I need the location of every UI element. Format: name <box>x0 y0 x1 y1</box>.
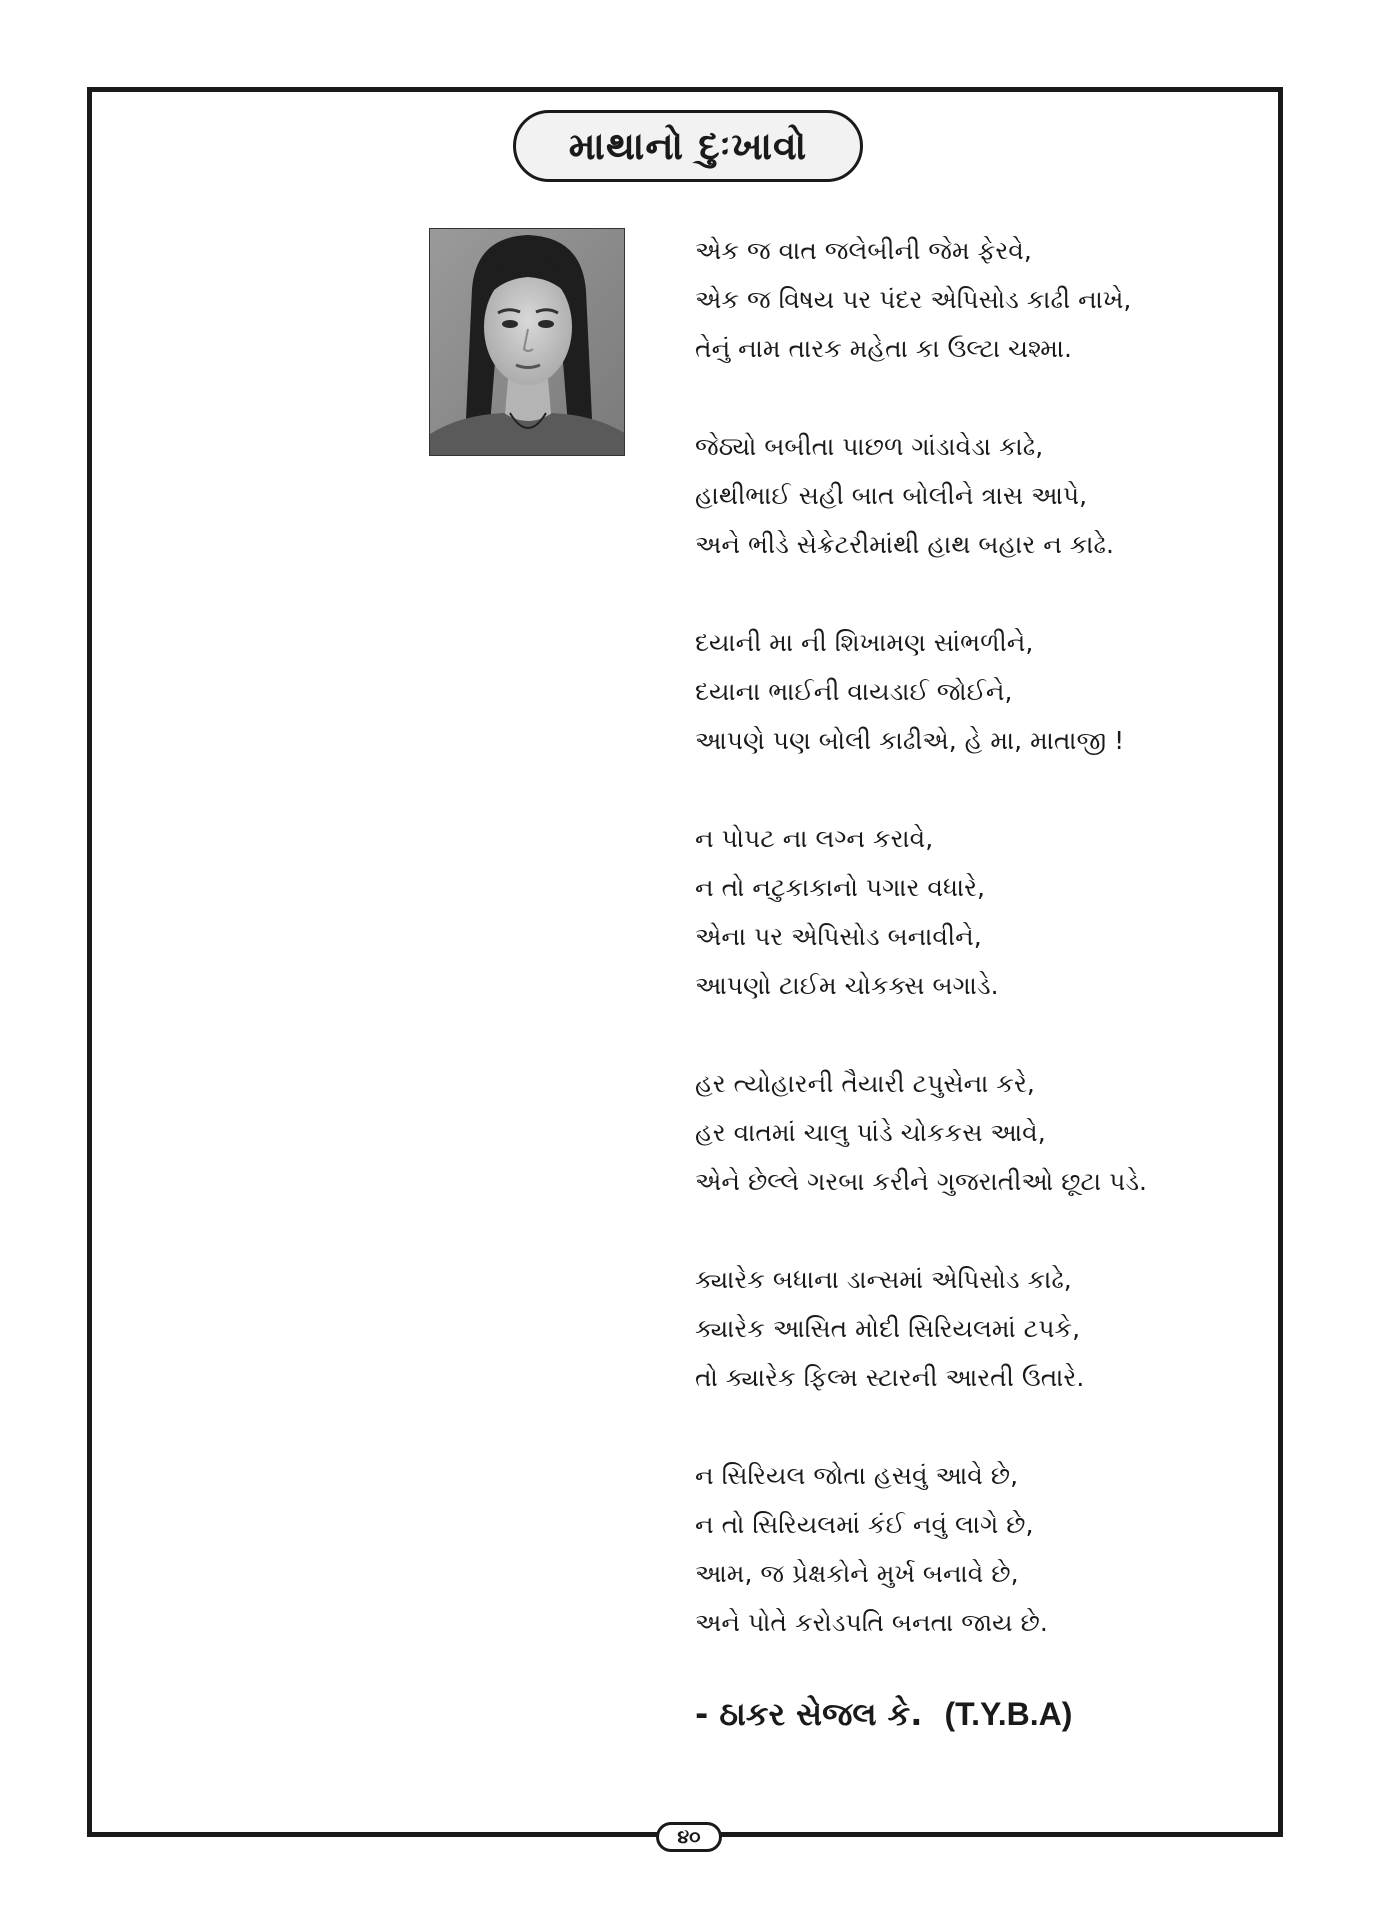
poem-line: હાથીભાઈ સહી બાત બોલીને ત્રાસ આપે, <box>695 481 1088 510</box>
poem-line: એને છેલ્લે ગરબા કરીને ગુજરાતીઓ છૂટા પડે. <box>695 1167 1148 1196</box>
poem-line: અને પોતે કરોડપતિ બનતા જાય છે. <box>695 1608 1048 1637</box>
poem-line: ક્યારેક આસિત મોદી સિરિયલમાં ટપકે, <box>695 1314 1081 1343</box>
poem-stanza <box>695 422 1255 569</box>
poem-line: દયાની મા ની શિખામણ સાંભળીને, <box>695 628 1034 657</box>
poem-line: ક્યારેક બધાના ડાન્સમાં એપિસોડ કાઢે, <box>695 1265 1072 1294</box>
poem-stanza <box>695 814 1255 1010</box>
author-class: (T.Y.B.A) <box>944 1696 1073 1732</box>
poem-line: અને ભીડે સેક્રેટરીમાંથી હાથ બહાર ન કાઢે. <box>695 530 1114 559</box>
poem-line: જેઠ્યો બબીતા પાછળ ગાંડાવેડા કાઢે, <box>695 432 1044 461</box>
poem-line: તેનું નામ તારક મહેતા કા ઉલ્ટા ચશ્મા. <box>695 334 1072 363</box>
poem-line: હર ત્યોહારની તૈયારી ટપુસેના કરે, <box>695 1069 1035 1098</box>
author-photo <box>429 228 625 456</box>
poem-stanza <box>695 1059 1255 1206</box>
poem-line: ન તો સિરિયલમાં કંઈ નવું લાગે છે, <box>695 1510 1034 1539</box>
poem-line: આમ, જ પ્રેક્ષકોને મુર્ખ બનાવે છે, <box>695 1559 1019 1588</box>
page-number-text: ૪૦ <box>677 1826 701 1848</box>
poem-stanza <box>695 226 1255 373</box>
poem-line: ન પોપટ ના લગ્ન કરાવે, <box>695 824 934 853</box>
author-name: - ઠાકર સેજલ કે. <box>695 1695 923 1733</box>
poem-line: ન તો નટુકાકાનો પગાર વધારે, <box>695 873 985 902</box>
poem-line: એના પર એપિસોડ બનાવીને, <box>695 922 982 951</box>
poem-stanza <box>695 618 1255 765</box>
author-credit <box>695 1695 1072 1734</box>
portrait-image <box>430 229 625 456</box>
poem-line: હર વાતમાં ચાલુ પાંડે ચોકકસ આવે, <box>695 1118 1046 1147</box>
poem-line: દયાના ભાઈની વાયડાઈ જોઈને, <box>695 677 1013 706</box>
page-number <box>656 1822 722 1852</box>
poem-line: એક જ વાત જલેબીની જેમ ફેરવે, <box>695 236 1032 265</box>
poem-line: એક જ વિષય પર પંદર એપિસોડ કાઢી નાખે, <box>695 285 1132 314</box>
poem-line: તો ક્યારેક ફિલ્મ સ્ટારની આરતી ઉતારે. <box>695 1363 1085 1392</box>
poem-line: આપણો ટાઈમ ચોકક્સ બગાડે. <box>695 971 999 1000</box>
poem-stanza <box>695 1451 1255 1647</box>
poem-line: આપણે પણ બોલી કાઢીએ, હે મા, માતાજી ! <box>695 726 1125 755</box>
poem-stanza <box>695 1255 1255 1402</box>
poem-title-text: માથાનો દુઃખાવો <box>568 123 808 168</box>
poem-title <box>513 110 863 182</box>
poem-line: ન સિરિયલ જોતા હસવું આવે છે, <box>695 1461 1019 1490</box>
poem-body <box>695 226 1255 1647</box>
